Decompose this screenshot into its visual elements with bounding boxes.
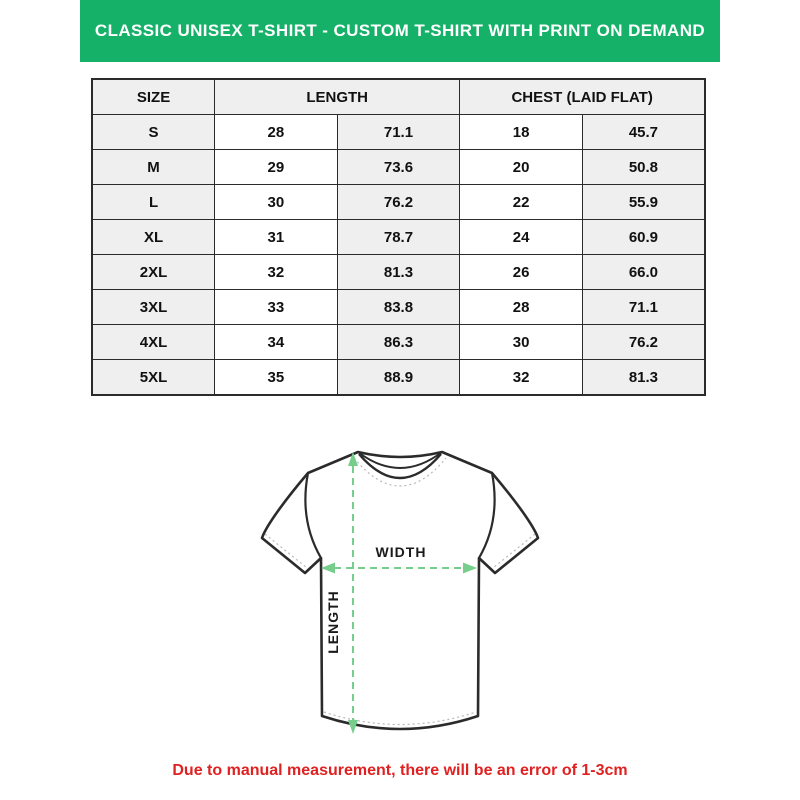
chest-in-cell: 20 — [460, 150, 583, 185]
length-cm-cell: 83.8 — [337, 290, 460, 325]
table-row-m — [92, 150, 705, 185]
chest-cm-cell: 66.0 — [582, 255, 705, 290]
size-chart-table — [91, 78, 706, 396]
table-row-3xl — [92, 290, 705, 325]
size-cell: L — [92, 185, 215, 220]
width-label: WIDTH — [375, 544, 427, 560]
size-cell: 2XL — [92, 255, 215, 290]
size-cell: 4XL — [92, 325, 215, 360]
header-size: SIZE — [92, 79, 215, 115]
chest-cm-cell: 81.3 — [582, 360, 705, 396]
size-cell: M — [92, 150, 215, 185]
length-in-cell: 32 — [215, 255, 338, 290]
chest-in-cell: 26 — [460, 255, 583, 290]
length-in-cell: 34 — [215, 325, 338, 360]
chest-in-cell: 24 — [460, 220, 583, 255]
length-cm-cell: 78.7 — [337, 220, 460, 255]
length-in-cell: 33 — [215, 290, 338, 325]
tshirt-diagram — [240, 435, 560, 755]
disclaimer-text: Due to manual measurement, there will be an error of 1-3cm — [172, 762, 628, 779]
length-in-cell: 30 — [215, 185, 338, 220]
size-cell: 5XL — [92, 360, 215, 396]
chest-cm-cell: 55.9 — [582, 185, 705, 220]
length-cm-cell: 76.2 — [337, 185, 460, 220]
size-cell: 3XL — [92, 290, 215, 325]
length-cm-cell: 73.6 — [337, 150, 460, 185]
size-cell: XL — [92, 220, 215, 255]
header-length: LENGTH — [215, 79, 460, 115]
measurement-disclaimer — [0, 762, 800, 780]
chest-cm-cell: 50.8 — [582, 150, 705, 185]
chest-cm-cell: 45.7 — [582, 115, 705, 150]
header-row — [92, 79, 705, 115]
length-in-cell: 29 — [215, 150, 338, 185]
chest-in-cell: 32 — [460, 360, 583, 396]
table-row-xl — [92, 220, 705, 255]
length-in-cell: 35 — [215, 360, 338, 396]
chest-cm-cell: 71.1 — [582, 290, 705, 325]
chest-in-cell: 28 — [460, 290, 583, 325]
chest-in-cell: 18 — [460, 115, 583, 150]
length-cm-cell: 86.3 — [337, 325, 460, 360]
chest-in-cell: 22 — [460, 185, 583, 220]
length-cm-cell: 81.3 — [337, 255, 460, 290]
length-in-cell: 28 — [215, 115, 338, 150]
size-cell: S — [92, 115, 215, 150]
table-row-2xl — [92, 255, 705, 290]
chest-cm-cell: 76.2 — [582, 325, 705, 360]
chest-cm-cell: 60.9 — [582, 220, 705, 255]
length-label: LENGTH — [325, 590, 341, 654]
length-in-cell: 31 — [215, 220, 338, 255]
size-chart-table-wrap — [91, 78, 706, 396]
table-row-l — [92, 185, 705, 220]
length-cm-cell: 71.1 — [337, 115, 460, 150]
header-chest: CHEST (LAID FLAT) — [460, 79, 705, 115]
length-cm-cell: 88.9 — [337, 360, 460, 396]
tshirt-outline — [262, 452, 538, 729]
page-title: CLASSIC UNISEX T-SHIRT - CUSTOM T-SHIRT WITH PRINT ON DEMAND — [94, 21, 706, 40]
table-row-4xl — [92, 325, 705, 360]
chest-in-cell: 30 — [460, 325, 583, 360]
title-banner — [80, 0, 720, 62]
table-row-5xl — [92, 360, 705, 396]
table-row-s — [92, 115, 705, 150]
